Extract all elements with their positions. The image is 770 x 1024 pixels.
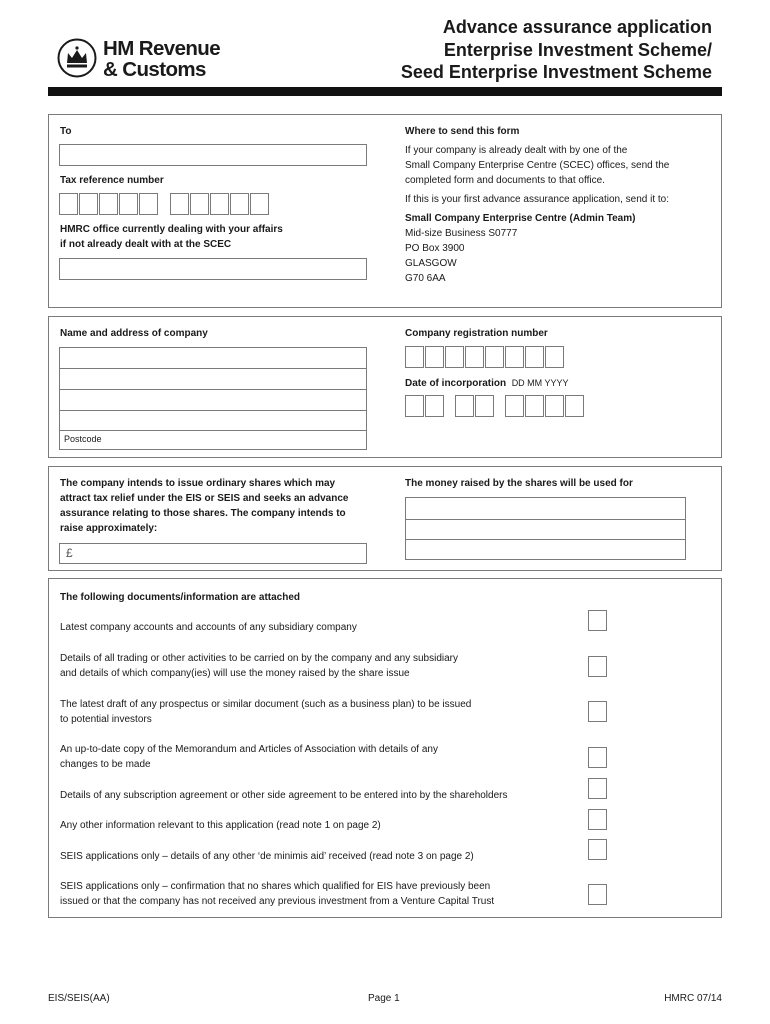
form-version: HMRC 07/14 bbox=[664, 993, 722, 1004]
form-title: Advance assurance application Enterprise Investment Scheme/ Seed Enterprise Investment Scheme bbox=[400, 17, 712, 82]
money-use-field[interactable] bbox=[405, 497, 686, 560]
tax-ref-box[interactable] bbox=[210, 193, 229, 215]
tax-ref-box[interactable] bbox=[250, 193, 269, 215]
tax-reference-label: Tax reference number bbox=[60, 175, 164, 186]
postcode-label: Postcode bbox=[64, 434, 102, 444]
attachment-checkbox[interactable] bbox=[588, 701, 607, 722]
postal-address: Mid-size Business S0777 PO Box 3900 GLASGOW G70 6AA bbox=[405, 228, 518, 284]
year-box[interactable] bbox=[565, 395, 584, 417]
date-of-incorporation-label: Date of incorporation DD MM YYYY bbox=[405, 378, 569, 389]
first-application-text: If this is your first advance assurance application, send it to: bbox=[405, 194, 670, 205]
hmrc-logo-text: HM Revenue & Customs bbox=[103, 37, 221, 81]
attachment-item: Any other information relevant to this application (read note 1 on page 2) bbox=[60, 820, 381, 831]
amount-field[interactable] bbox=[59, 543, 367, 564]
reg-number-box[interactable] bbox=[505, 346, 524, 368]
crown-crest-icon bbox=[57, 38, 97, 78]
day-box[interactable] bbox=[405, 395, 424, 417]
tax-ref-box[interactable] bbox=[79, 193, 98, 215]
attachment-item: An up-to-date copy of the Memorandum and Articles of Association with details of any changes to be made bbox=[60, 744, 438, 770]
reg-number-box[interactable] bbox=[425, 346, 444, 368]
attachment-item: The latest draft of any prospectus or similar document (such as a business plan) to be issued to potential investors bbox=[60, 699, 472, 725]
reg-number-box[interactable] bbox=[405, 346, 424, 368]
year-box[interactable] bbox=[525, 395, 544, 417]
attachment-checkbox[interactable] bbox=[588, 747, 607, 768]
where-to-send-heading: Where to send this form bbox=[405, 126, 520, 137]
reg-number-box[interactable] bbox=[465, 346, 484, 368]
attachments-heading: The following documents/information are attached bbox=[60, 592, 301, 603]
attachment-checkbox[interactable] bbox=[588, 778, 607, 799]
address-name: Small Company Enterprise Centre (Admin Team) bbox=[405, 213, 636, 224]
share-issue-statement: The company intends to issue ordinary shares which may attract tax relief under the EIS or SEIS and seeks an advance assurance relating to those shares. The company intends to raise approximately: bbox=[60, 478, 349, 534]
attachment-item: Details of all trading or other activities to be carried on by the company and any subsidiary and details of which company(ies) will use the money raised by the share issue bbox=[60, 653, 458, 679]
month-box[interactable] bbox=[475, 395, 494, 417]
reg-number-box[interactable] bbox=[485, 346, 504, 368]
to-label: To bbox=[60, 126, 72, 137]
pound-sign: £ bbox=[66, 546, 73, 560]
attachment-checkbox[interactable] bbox=[588, 809, 607, 830]
attachment-item: Latest company accounts and accounts of any subsidiary company bbox=[60, 622, 357, 633]
money-use-label: The money raised by the shares will be used for bbox=[405, 478, 633, 489]
attachment-checkbox[interactable] bbox=[588, 884, 607, 905]
attachment-item: SEIS applications only – confirmation that no shares which qualified for EIS have previously been issued or that the company has not received any previous investment from a Venture Capital Trust bbox=[60, 881, 495, 907]
reg-number-box[interactable] bbox=[545, 346, 564, 368]
header-rule bbox=[48, 87, 722, 96]
attachment-item: Details of any subscription agreement or other side agreement to be entered into by the shareholders bbox=[60, 790, 508, 801]
tax-ref-box[interactable] bbox=[99, 193, 118, 215]
attachment-item: SEIS applications only – details of any other ‘de minimis aid’ received (read note 3 on page 2) bbox=[60, 851, 474, 862]
form-code: EIS/SEIS(AA) bbox=[48, 993, 110, 1004]
month-box[interactable] bbox=[455, 395, 474, 417]
registration-number-label: Company registration number bbox=[405, 328, 548, 339]
tax-ref-box[interactable] bbox=[59, 193, 78, 215]
attachment-checkbox[interactable] bbox=[588, 839, 607, 860]
tax-ref-box[interactable] bbox=[190, 193, 209, 215]
to-field[interactable] bbox=[59, 144, 367, 166]
day-box[interactable] bbox=[425, 395, 444, 417]
attachment-checkbox[interactable] bbox=[588, 610, 607, 631]
hmrc-office-label: HMRC office currently dealing with your affairs if not already dealt with at the SCEC bbox=[60, 224, 283, 250]
year-box[interactable] bbox=[505, 395, 524, 417]
company-name-label: Name and address of company bbox=[60, 328, 208, 339]
tax-ref-box[interactable] bbox=[230, 193, 249, 215]
where-to-send-text: If your company is already dealt with by one of the Small Company Enterprise Centre (SCEC) offices, send the completed form and documents to that office. bbox=[405, 145, 670, 186]
reg-number-box[interactable] bbox=[525, 346, 544, 368]
page-number: Page 1 bbox=[368, 993, 400, 1004]
year-box[interactable] bbox=[545, 395, 564, 417]
tax-ref-box[interactable] bbox=[170, 193, 189, 215]
attachment-checkbox[interactable] bbox=[588, 656, 607, 677]
tax-ref-box[interactable] bbox=[119, 193, 138, 215]
hmrc-office-field[interactable] bbox=[59, 258, 367, 280]
tax-ref-box[interactable] bbox=[139, 193, 158, 215]
company-address-field[interactable] bbox=[59, 347, 367, 450]
reg-number-box[interactable] bbox=[445, 346, 464, 368]
